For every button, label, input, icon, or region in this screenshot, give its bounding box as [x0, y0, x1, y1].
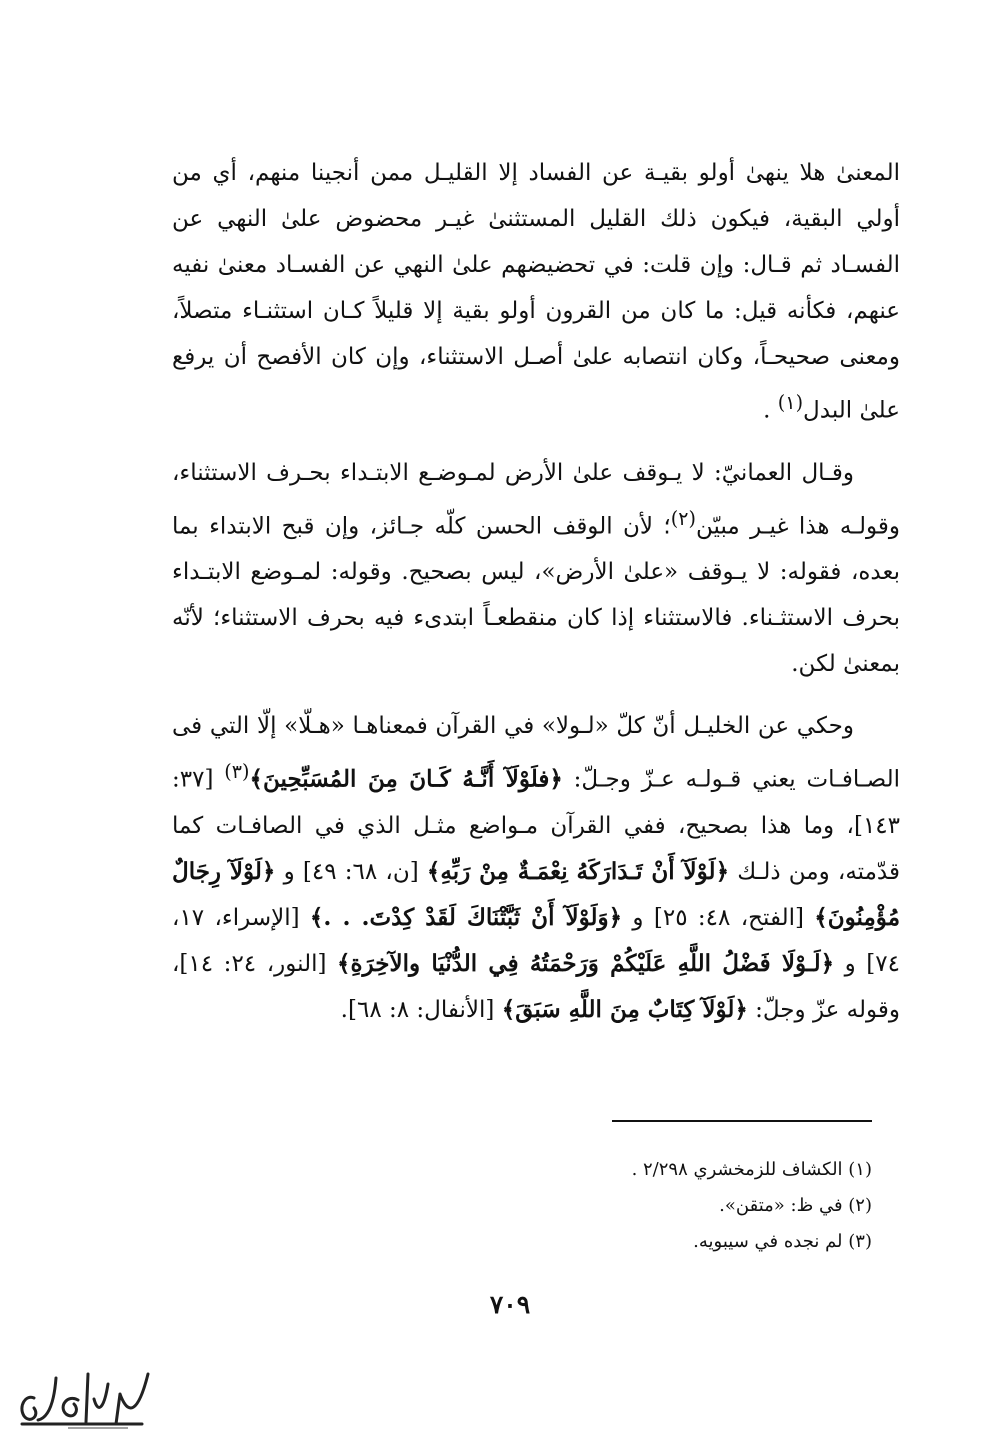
paragraph-1 [172, 150, 900, 434]
paragraph-2 [172, 450, 900, 688]
text-segment: وقـال العمانيّ: لا يـوقف علىٰ الأرض لمـوضـع الابتـداء بحـرف الاستثناء، وقولـه هذا غيـر مبيّن [172, 459, 900, 540]
footnotes [560, 1152, 872, 1260]
quran-verse: ﴿فلَوْلَآ أَنَّـهُ كَـانَ مِنَ المُسَبِّحِينَ﴾ [249, 765, 563, 793]
calligraphy-stamp-icon [8, 1354, 158, 1434]
main-text [172, 150, 900, 1033]
footnote-marker: (١) [777, 391, 804, 414]
footnote-1: (١) الكشاف للزمخشري ٢/٢٩٨ . [631, 1159, 872, 1180]
text-segment: [ن، ٦٨: ٤٩] و [275, 858, 427, 885]
quran-verse: ﴿لَوْلَآ أَنْ تَـدَارَكَهُ نِعْمَـةٌ مِنْ رَبِّهِ﴾ [426, 857, 730, 885]
text-segment: وحكي عن الخليـل أنّ كلّ «لـولا» في القرآن فمعناهـا «هـلّا» إلّا التي فى الصـافـات يعني قـولـه عـزّ وجـلّ: [172, 713, 900, 793]
text-segment: . [763, 397, 778, 424]
text-segment: ؛ لأن الوقف الحسن كلّه جـائز، وإن قبح الابتداء بما بعده، فقوله: لا يـوقف «علىٰ الأرض»، ليس بصحيح. وقوله: لمـوضع الابتـداء بحرف الاستثـناء. فالاستثناء إذا كان منقطعـاً ابتدىء فيه بحرف الاستثناء؛ لأنّه بمعنىٰ لكن. [172, 513, 900, 678]
text-segment: المعنىٰ هلا ينهىٰ أولو بقيـة عن الفساد إلا القليـل ممن أنجينا منهم، أي من أولي البقية، فيكون ذلك القليل المستثنىٰ غيـر محضوض علىٰ النهي عن الفسـاد ثم قـال: وإن قلت: في تحضيضهم علىٰ النهي عن الفسـاد معنىٰ نفيه عنهم، فكأنه قيل: ما كان من القرون أولو بقية إلا قليلاً كـان استثنـاء متصلاً، ومعنى صحيحـاً، وكان انتصابه علىٰ أصـل الاستثناء، وإن كان الأفصح أن يرفع علىٰ البدل [172, 160, 900, 424]
text-segment: [الإسراء، ١٧، ٧٤] و [172, 904, 901, 977]
footnote-3: (٣) لم نجده في سيبويه. [693, 1231, 872, 1252]
page-number: ٧٠٩ [489, 1290, 531, 1319]
footnote-divider [612, 1120, 872, 1122]
quran-verse: ﴿لَوْلَآ كِتَابٌ مِنَ اللَّهِ سَبَقَ﴾ [501, 995, 748, 1023]
text-segment: [النور، ٢٤: ١٤]، وقوله عزّ وجلّ: [172, 950, 900, 1023]
paragraph-3 [172, 703, 900, 1033]
quran-verse: ﴿لَوْلَآ رِجَالٌ مُؤْمِنُونَ﴾ [172, 857, 901, 931]
footnote-marker: (٣) [224, 760, 250, 784]
text-segment: [الفتح، ٤٨: ٢٥] و [622, 904, 815, 931]
footnote-2: (٢) في ظ: «متقن». [719, 1195, 872, 1216]
text-segment: [٣٧: ١٤٣]، وما هذا بصحيح، ففي القرآن مـواضع مثـل الذي في الصافـات كما قدّمته، ومن ذلـك [172, 766, 900, 885]
quran-verse: ﴿لَـوْلَا فَضْلُ اللَّهِ عَلَيْكُمْ وَرَحْمَتُهُ فِي الدُّنْيَا والآخِرَةِ﴾ [337, 949, 835, 977]
text-segment: [الأنفال: ٨: ٦٨]. [340, 996, 502, 1023]
footnote-marker: (٢) [670, 506, 696, 530]
quran-verse: ﴿وَلَوْلَآ أَنْ ثَبَّتْنَاكَ لَقَدْ كِدْتَ. . .﴾ [309, 903, 623, 931]
